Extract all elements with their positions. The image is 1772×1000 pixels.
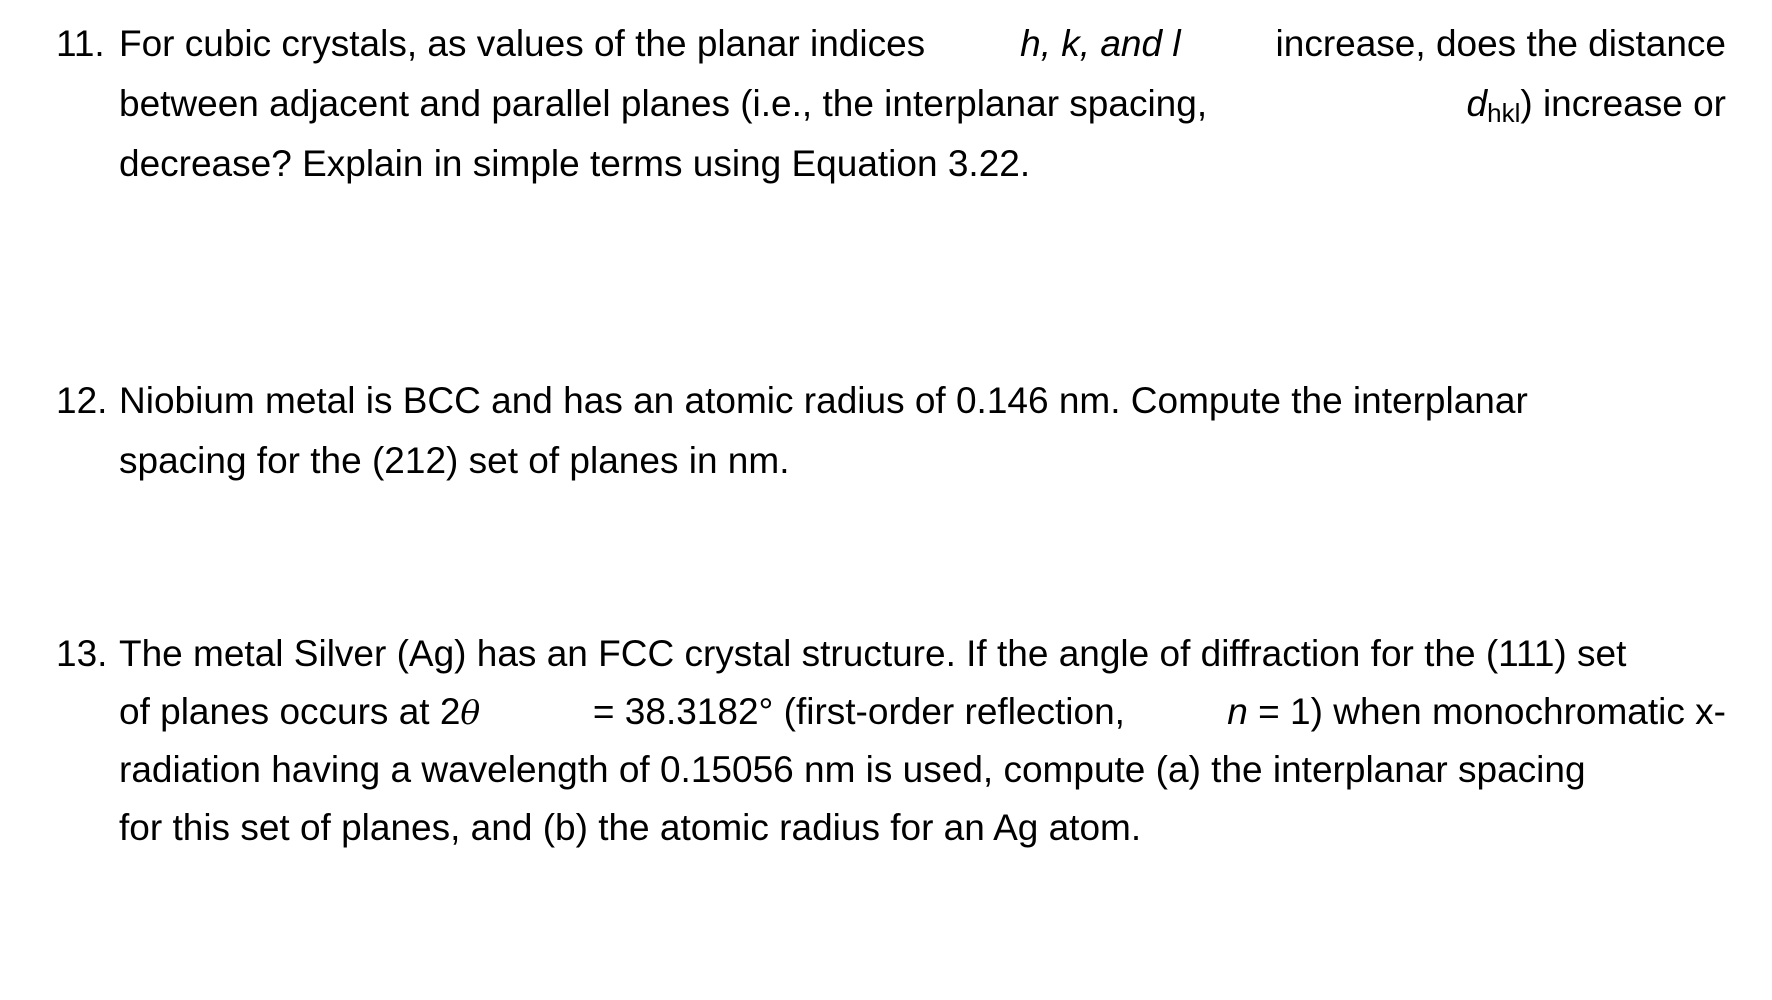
text-segment: of planes occurs at 2 — [119, 691, 461, 732]
text-segment: between adjacent and parallel planes (i.e., the interplanar spacing, — [119, 83, 1208, 124]
planar-indices-italic: h, k, and l — [1020, 23, 1181, 64]
theta-symbol: θ — [460, 693, 481, 732]
problem-13-line-2 — [119, 690, 1726, 735]
text-segment: For cubic crystals, as values of the planar indices — [119, 23, 926, 64]
problem-11-line-2 — [119, 82, 1726, 126]
text-segment: The metal Silver (Ag) has an FCC crystal structure. If the angle of diffraction for the (111) set — [119, 633, 1627, 674]
text-segment: ) increase or — [1520, 83, 1726, 124]
n-symbol: n — [1227, 691, 1248, 732]
problem-number: 13. — [56, 633, 108, 674]
text-segment: Niobium metal is BCC and has an atomic radius of 0.146 nm. Compute the interplanar — [119, 380, 1528, 421]
problem-11-line-3: decrease? Explain in simple terms using Equation 3.22. — [119, 143, 1031, 184]
problem-number: 11. — [56, 23, 105, 64]
text-segment: = 38.3182° (first-order reflection, — [582, 691, 1125, 732]
problem-12-line-1 — [56, 379, 1726, 423]
text-segment: increase, does the distance — [1275, 23, 1726, 64]
problem-12-line-2: spacing for the (212) set of planes in nm. — [119, 440, 790, 481]
text-segment: = 1) when monochromatic x- — [1247, 691, 1726, 732]
problem-13-line-3: radiation having a wavelength of 0.15056 nm is used, compute (a) the interplanar spacing — [119, 749, 1586, 790]
d-hkl-subscript: hkl — [1487, 98, 1521, 128]
problem-11-line-1 — [56, 22, 1726, 66]
problem-13-line-1 — [56, 632, 1626, 676]
problem-13-line-4: for this set of planes, and (b) the atomic radius for an Ag atom. — [119, 807, 1142, 848]
d-hkl-symbol: d — [1466, 83, 1488, 124]
problem-number: 12. — [56, 380, 108, 421]
